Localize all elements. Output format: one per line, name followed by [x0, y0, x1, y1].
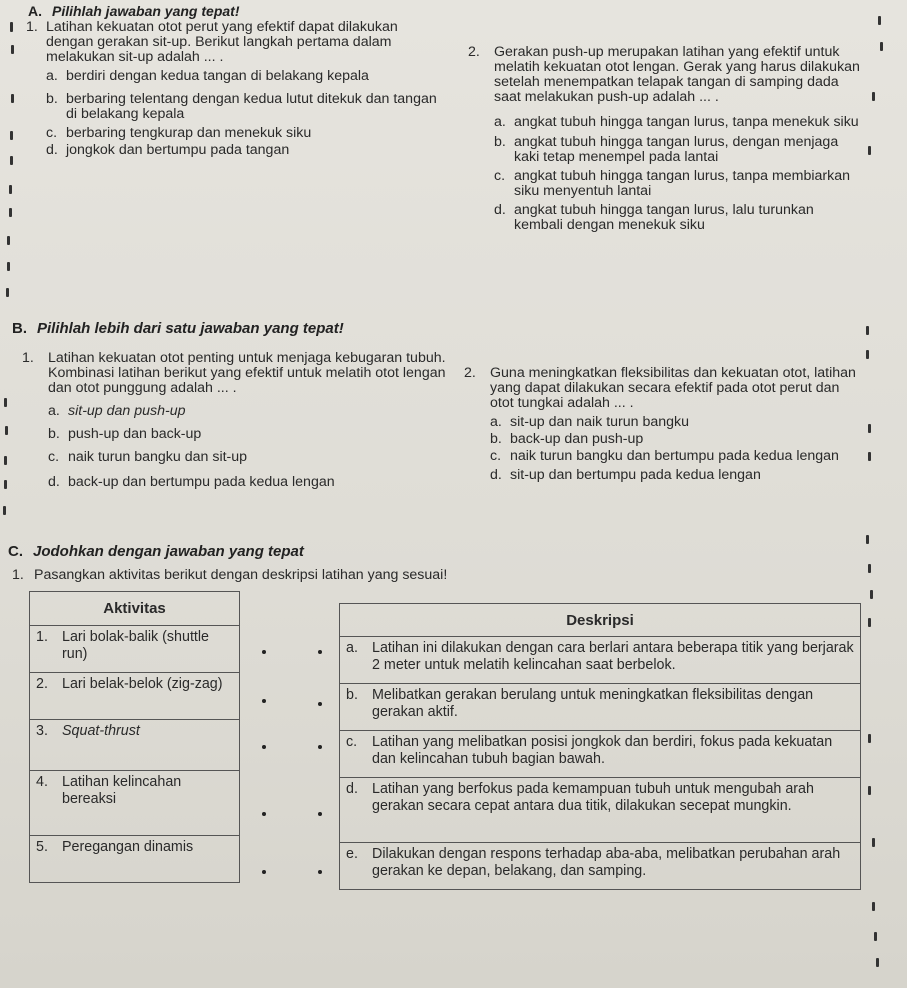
activity-item[interactable]: 4. Latihan kelincahan bereaksi [30, 771, 240, 836]
binding-mark [876, 958, 879, 967]
binding-mark [880, 42, 883, 51]
section-b-title: Pilihlah lebih dari satu jawaban yang tepat! [37, 320, 344, 337]
binding-mark [11, 94, 14, 103]
section-c-title: Jodohkan dengan jawaban yang tepat [33, 543, 304, 560]
question-a1 [26, 20, 444, 158]
binding-mark [4, 456, 7, 465]
description-item[interactable]: c. Latihan yang melibatkan posisi jongkok dan berdiri, fokus pada kekuatan dan kelincahan tubuh bagian bawah. [340, 731, 861, 778]
binding-mark [868, 452, 871, 461]
section-b-header [12, 320, 344, 337]
description-table-header: Deskripsi [340, 604, 861, 637]
binding-mark [10, 131, 13, 140]
activity-table [29, 591, 240, 883]
binding-mark [866, 326, 869, 335]
binding-mark [870, 590, 873, 599]
question-text: Latihan kekuatan otot perut yang efektif dapat dilakukan dengan gerakan sit-up. Berikut langkah pertama dalam melakukan sit-up adalah ... . [46, 19, 398, 65]
question-c1 [12, 568, 712, 583]
binding-mark [4, 480, 7, 489]
binding-mark [868, 734, 871, 743]
description-item[interactable]: b. Melibatkan gerakan berulang untuk meningkatkan fleksibilitas dengan gerakan aktif. [340, 684, 861, 731]
option-a[interactable]: a. berdiri dengan kedua tangan di belakang kepala [46, 68, 369, 84]
section-a-header [28, 3, 239, 19]
option-b[interactable]: b. back-up dan push-up [490, 431, 644, 447]
option-d[interactable]: d. sit-up dan bertumpu pada kedua lengan [490, 467, 761, 483]
binding-mark [5, 426, 8, 435]
binding-mark [4, 398, 7, 407]
match-dot-right[interactable] [318, 812, 322, 816]
option-a[interactable]: a. sit-up dan push-up [48, 403, 186, 419]
binding-mark [872, 902, 875, 911]
section-c-letter: C. [8, 543, 23, 560]
question-number: 1. [22, 350, 34, 366]
activity-table-header: Aktivitas [30, 592, 240, 626]
description-item[interactable]: a. Latihan ini dilakukan dengan cara berlari antara beberapa titik yang berjarak 2 meter untuk melatih kelincahan saat berbelok. [340, 637, 861, 684]
question-b2 [464, 366, 864, 483]
description-item[interactable]: e. Dilakukan dengan respons terhadap aba-aba, melibatkan perubahan arah gerakan ke depan, belakang, dan samping. [340, 843, 861, 890]
option-d[interactable]: d. jongkok dan bertumpu pada tangan [46, 142, 290, 158]
binding-mark [9, 208, 12, 217]
option-b[interactable]: b. berbaring telentang dengan kedua lutut ditekuk dan tangan di belakang kepala [46, 91, 437, 122]
question-text: Gerakan push-up merupakan latihan yang efektif untuk melatih kekuatan otot lengan. Gerak yang harus dilakukan setelah menempatkan telapak tangan di samping dada saat melakukan push-up adalah ... . [494, 44, 860, 105]
section-c-header [8, 543, 304, 560]
option-c[interactable]: c. naik turun bangku dan sit-up [48, 449, 248, 465]
binding-mark [9, 185, 12, 194]
binding-mark [866, 350, 869, 359]
description-item[interactable]: d. Latihan yang berfokus pada kemampuan tubuh untuk mengubah arah gerakan secara cepat antara dua titik, dilakukan secepat mungkin. [340, 778, 861, 843]
option-d[interactable]: d. back-up dan bertumpu pada kedua lengan [48, 474, 335, 490]
question-number: 2. [464, 365, 476, 381]
match-dot-left[interactable] [262, 699, 266, 703]
option-b[interactable]: b. angkat tubuh hingga tangan lurus, dengan menjaga kaki tetap menempel pada lantai [494, 134, 839, 165]
section-b-letter: B. [12, 320, 27, 337]
option-a[interactable]: a. sit-up dan naik turun bangku [490, 414, 690, 430]
option-b[interactable]: b. push-up dan back-up [48, 426, 202, 442]
question-a2 [468, 45, 866, 233]
match-dot-right[interactable] [318, 650, 322, 654]
activity-item[interactable]: 3. Squat-thrust [30, 720, 240, 771]
question-b1 [22, 351, 458, 490]
binding-mark [7, 262, 10, 271]
question-number: 1. [12, 567, 24, 583]
binding-mark [868, 424, 871, 433]
activity-item[interactable]: 2. Lari belak-belok (zig-zag) [30, 673, 240, 720]
binding-mark [874, 932, 877, 941]
match-dot-right[interactable] [318, 870, 322, 874]
option-c[interactable]: c. angkat tubuh hingga tangan lurus, tanpa membiarkan siku menyentuh lantai [494, 168, 851, 199]
binding-mark [872, 92, 875, 101]
question-number: 1. [26, 19, 38, 35]
binding-mark [868, 146, 871, 155]
option-d[interactable]: d. angkat tubuh hingga tangan lurus, lalu turunkan kembali dengan menekuk siku [494, 202, 814, 233]
binding-mark [872, 838, 875, 847]
match-dot-left[interactable] [262, 650, 266, 654]
question-text: Guna meningkatkan fleksibilitas dan kekuatan otot, latihan yang dapat dilakukan secara efektif pada otot perut dan otot tungkai adalah ... . [490, 365, 856, 411]
binding-mark [6, 288, 9, 297]
match-dot-left[interactable] [262, 812, 266, 816]
section-a-title: Pilihlah jawaban yang tepat! [52, 3, 240, 19]
match-dot-right[interactable] [318, 745, 322, 749]
question-number: 2. [468, 44, 480, 60]
section-a-letter: A. [28, 3, 42, 19]
binding-mark [878, 16, 881, 25]
match-dot-left[interactable] [262, 870, 266, 874]
option-c[interactable]: c. naik turun bangku dan bertumpu pada kedua lengan [490, 448, 839, 464]
binding-mark [868, 786, 871, 795]
option-a[interactable]: a. angkat tubuh hingga tangan lurus, tanpa menekuk siku [494, 114, 859, 130]
question-text: Latihan kekuatan otot penting untuk menjaga kebugaran tubuh. Kombinasi latihan berikut yang efektif untuk melatih otot lengan dan otot punggung adalah ... . [48, 350, 446, 396]
binding-mark [10, 156, 13, 165]
binding-mark [7, 236, 10, 245]
binding-mark [866, 535, 869, 544]
activity-item[interactable]: 5. Peregangan dinamis [30, 836, 240, 883]
match-dot-right[interactable] [318, 702, 322, 706]
activity-item[interactable]: 1. Lari bolak-balik (shuttle run) [30, 626, 240, 673]
binding-mark [10, 22, 13, 32]
binding-mark [868, 564, 871, 573]
option-c[interactable]: c. berbaring tengkurap dan menekuk siku [46, 125, 312, 141]
match-dot-left[interactable] [262, 745, 266, 749]
binding-mark [868, 618, 871, 627]
description-table [339, 603, 861, 890]
binding-mark [3, 506, 6, 515]
question-text: Pasangkan aktivitas berikut dengan deskripsi latihan yang sesuai! [34, 567, 448, 583]
binding-mark [11, 45, 14, 54]
